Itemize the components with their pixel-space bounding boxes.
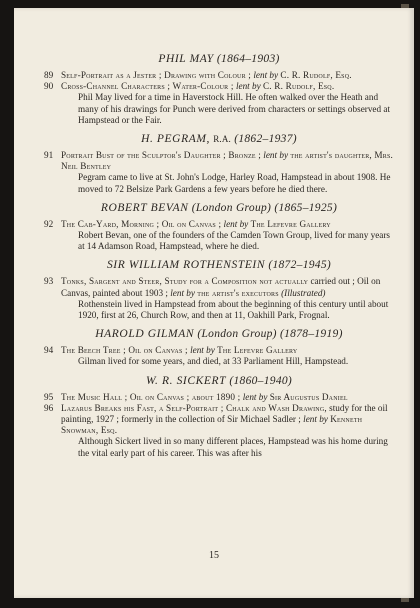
catalogue-entry [44,392,394,403]
page-number: 15 [209,550,219,561]
book-page [14,8,414,598]
entry-title-continued: carried out ; Oil on Canvas, painted about 1903 ; [61,276,381,298]
biographical-note: Although Sickert lived in so many different places, Hampstead was his home during the vital early part of his career. This was after his [78,436,388,458]
entry-number: 93 [44,276,54,287]
entry-title: Self-Portrait as a Jester ; Drawing with Colour ; [61,70,252,80]
artist-name: SIR WILLIAM ROTHENSTEIN [106,259,266,272]
catalogue-entry [44,70,394,81]
artist-heading [44,328,394,341]
entry-title: Portrait Bust of the Sculptor's Daughter ; Bronze ; [61,150,261,161]
artist-dates: (1860–1940) [229,374,293,387]
entry-lender: The Lefevre Gallery [217,345,298,356]
entry-lender: Kenneth Snowman, Esq. [61,414,363,436]
catalogue-entry [44,276,394,298]
artist-dates: (1865–1925) [274,201,338,214]
biographical-note: Robert Bevan, one of the founders of the Camden Town Group, lived for many years at 14 Adamson Road, Hampstead, where he died. [78,230,390,252]
entry-text [61,392,394,403]
artist-group: (London Group) [191,201,272,214]
catalogue-entry [44,403,394,437]
entry-title: The Cab-Yard, Morning ; Oil on Canvas ; [61,218,222,229]
entry-text [61,219,394,230]
artist-name: ROBERT BEVAN [100,201,189,214]
entry-lender: The Lefevre Gallery [250,218,331,229]
entry-lent-by: lent by [235,81,261,92]
entry-number: 95 [44,391,54,402]
entry-title: The Music Hall ; Oil on Canvas ; about 1890 ; [61,391,241,402]
artist-group: (London Group) [197,328,277,341]
entry-title-continued: study for the oil painting, 1927 ; formerly in the collection of Sir Michael Sadler ; [61,402,388,425]
artist-dates: (1878–1919) [279,328,343,341]
artist-heading [44,202,394,215]
entry-number: 89 [44,70,54,80]
entry-number: 90 [44,81,54,92]
entry-lender: the artist's daughter, Mrs. Neil Bentley [61,150,394,172]
catalogue-entry [44,81,394,92]
entry-number: 94 [44,345,54,356]
entry-lent-by: lent by [242,391,268,402]
entry-lent-by: lent by [170,287,195,298]
artist-dates: (1872–1945) [268,259,332,272]
catalogue-entry [44,219,394,230]
artist-name: PHIL MAY [158,53,214,65]
biographical-note: Gilman lived for some years, and died, at 33 Parliament Hill, Hampstead. [78,356,349,367]
biographical-note: Pegram came to live at St. John's Lodge, Harley Road, Hampstead in about 1908. He moved to 72 Belsize Park Gardens a few years before he died there. [78,172,391,194]
entry-text [61,150,394,172]
artist-dates: (1864–1903) [216,53,280,65]
entry-lender: Sir Augustus Daniel [269,391,348,402]
entry-lent-by: lent by [253,70,279,80]
entry-text [61,276,394,298]
artist-heading [44,259,394,272]
entry-text [61,81,394,92]
entry-lender: C. R. Rudolf, Esq. [280,70,352,80]
entry-text [61,403,394,437]
catalogue-content [44,46,394,461]
entry-title: The Beech Tree ; Oil on Canvas ; [61,345,188,356]
artist-name: H. PEGRAM, [141,133,210,146]
entry-title: Tonks, Sargent and Steer, Study for a Composition not actually [61,276,309,287]
artist-dates: (1862–1937) [234,133,297,146]
entry-lent-by: lent by [190,345,215,356]
entry-title: Cross-Channel Characters ; Water-Colour ; [61,81,234,92]
artist-name: W. R. SICKERT [145,374,227,387]
artist-heading [44,53,394,66]
entry-number: 91 [44,150,54,161]
entry-number: 96 [44,402,54,413]
entry-number: 92 [44,218,54,229]
entry-lender: C. R. Rudolf, Esq. [262,81,335,92]
entry-text [61,70,394,81]
entry-lent-by: lent by [303,414,328,425]
entry-text [61,345,394,356]
artist-heading [44,133,394,146]
entry-lender: the artist's executors [197,287,279,298]
catalogue-entry [44,345,394,356]
catalogue-entry [44,150,394,172]
biographical-note: Rothenstein lived in Hampstead from about the beginning of this century until about 1920, first at 26, Church Row, and then at 11, Oakhill Park, Frognal. [78,298,389,321]
artist-name: HAROLD GILMAN [95,328,195,341]
entry-lent-by: lent by [263,150,289,161]
artist-heading [44,375,394,388]
entry-illustrated: (Illustrated) [281,287,326,298]
artist-honour: R.A. [213,134,231,145]
entry-title: Lazarus Breaks his Fast, a Self-Portrait ; Chalk and Wash Drawing, [61,402,327,413]
entry-lent-by: lent by [223,218,249,229]
biographical-note: Phil May lived for a time in Haverstock Hill. He often walked over the Heath and many of his drawings for Punch were derived from characters or settings observed at Hampstead or the Fair. [78,92,391,125]
